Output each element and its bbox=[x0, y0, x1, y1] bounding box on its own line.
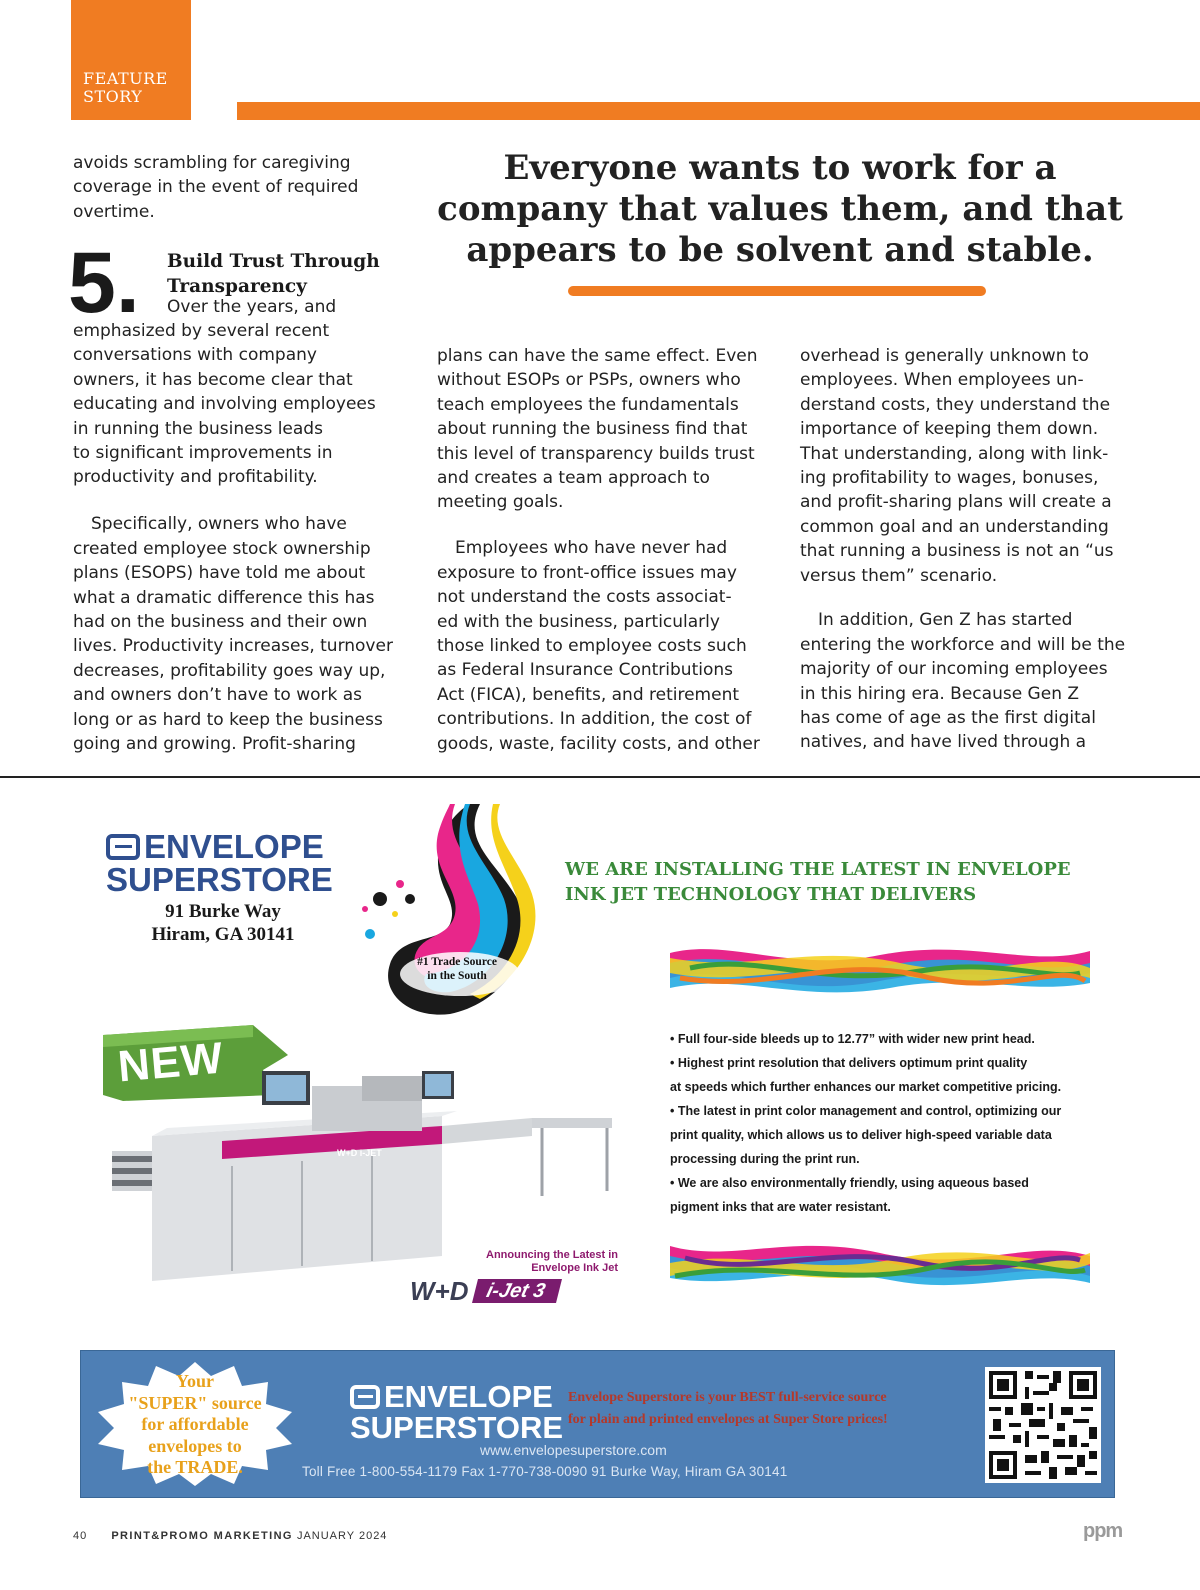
feature-item: • We are also environmentally friendly, using aqueous based pigment inks that are water resistant. bbox=[670, 1176, 1029, 1214]
col2-paragraph-2 bbox=[437, 512, 777, 780]
col1-paragraph-2 bbox=[73, 488, 403, 781]
logo-line-2: SUPERSTORE bbox=[106, 861, 333, 898]
ad-divider bbox=[0, 776, 1200, 778]
feature-item: • Full four-side bleeds up to 12.77” with wider new print head. bbox=[670, 1032, 1035, 1046]
ad-address: 91 Burke Way Hiram, GA 30141 bbox=[151, 901, 295, 945]
page-footer bbox=[73, 1530, 387, 1542]
col2-paragraph-2-text: Employees who have never had exposure to front-office issues may not understand the costs associat- ed with the business, particularly those linked to employee costs such as Federal Insurance Contributions Act (FICA), benefits, and retirement contributions. In addition, the cost of goods, waste, facility costs, and other bbox=[437, 538, 760, 754]
feature-story-tab bbox=[71, 0, 191, 120]
ad-feature-list bbox=[670, 1027, 1100, 1219]
pull-quote-rule bbox=[568, 286, 986, 296]
publication-name: PRINT&PROMO MARKETING bbox=[111, 1530, 293, 1542]
burst-text: Your "SUPER" source for affordable envelopes to the TRADE. bbox=[128, 1371, 262, 1477]
col2-paragraph-1: plans can have the same effect. Even without ESOPs or PSPs, owners who teach employees the fundamentals about running the business find that this level of transparency builds trust and creates a team approach to meeting goals. bbox=[437, 346, 758, 513]
section-tag: FEATURE STORY bbox=[83, 69, 168, 106]
ppm-logo: ppm bbox=[1083, 1520, 1123, 1542]
color-stripe-bottom bbox=[670, 1228, 1090, 1300]
qr-code bbox=[985, 1367, 1101, 1483]
issue-date: JANUARY 2024 bbox=[296, 1530, 388, 1542]
envelope-icon bbox=[106, 834, 140, 860]
ink-splash-graphic bbox=[350, 804, 560, 1034]
banner-logo bbox=[350, 1381, 563, 1443]
pull-quote: Everyone wants to work for a company that values them, and that appears to be solvent and stable. bbox=[437, 148, 1123, 270]
section-heading: Build Trust Through Transparency bbox=[167, 251, 380, 297]
col3-paragraph-1: overhead is generally unknown to employees. When employees un- derstand costs, they understand the importance of keeping them down. That understanding, along with link- ing profitability to wages, bonuses, and profit-sharing plans will create a common goal and an understanding that running a business is not an “us versus them” scenario. bbox=[800, 346, 1114, 586]
col1-intro: avoids scrambling for caregiving coverage in the event of required overtime. bbox=[73, 153, 359, 222]
banner-logo-line-2: SUPERSTORE bbox=[350, 1410, 564, 1445]
col1-paragraph-2-text: Specifically, owners who have created employee stock ownership plans (ESOPS) have told me about what a dramatic difference this has had on the business and their own lives. Productivity increases, turnover decreases, profitability goes way up, and owners don’t have to work as long or as hard to keep the business going and growing. Profit-sharing bbox=[73, 514, 393, 755]
machine-label: W+D i-JET bbox=[337, 1148, 382, 1158]
color-stripe-top bbox=[670, 933, 1090, 1005]
feature-item: • Highest print resolution that delivers optimum print quality at speeds which further enhances our market competitive pricing. bbox=[670, 1056, 1062, 1094]
new-label: NEW bbox=[116, 1033, 226, 1092]
col3-paragraph-2 bbox=[800, 584, 1140, 779]
announce-text: Announcing the Latest in Envelope Ink Jet bbox=[486, 1249, 618, 1274]
col1-first-line: Over the years, and bbox=[167, 297, 337, 317]
envelope-superstore-logo bbox=[106, 830, 333, 896]
ijet-logo bbox=[410, 1276, 558, 1306]
logo-line-1: ENVELOPE bbox=[144, 828, 324, 865]
banner-contact: Toll Free 1-800-554-1179 Fax 1-770-738-0090 91 Burke Way, Hiram GA 30141 bbox=[302, 1464, 788, 1479]
header-accent-bar bbox=[237, 102, 1200, 120]
ad-headline: WE ARE INSTALLING THE LATEST IN ENVELOPE INK JET TECHNOLOGY THAT DELIVERS bbox=[565, 859, 1071, 905]
wd-logo: W+D bbox=[410, 1276, 469, 1306]
banner-url: www.envelopesuperstore.com bbox=[480, 1442, 667, 1458]
col3-paragraph-2-text: In addition, Gen Z has started entering the workforce and will be the majority of our incoming employees in this hiring era. Because Gen Z has come of age as the first digital natives, and have lived through a bbox=[800, 610, 1126, 753]
col1-paragraph-1: emphasized by several recent conversations with company owners, it has become clear that educating and involving employees in running the business leads to significant improvements in productivity and profitability. bbox=[73, 321, 376, 488]
page-number: 40 bbox=[73, 1530, 88, 1542]
banner-logo-line-1: ENVELOPE bbox=[384, 1379, 553, 1414]
ijet-label: i-Jet 3 bbox=[472, 1279, 562, 1303]
trade-source-label: #1 Trade Source in the South bbox=[417, 956, 497, 982]
envelope-icon bbox=[350, 1385, 380, 1409]
feature-item: • The latest in print color management and control, optimizing our print quality, which allows us to deliver high-speed variable data processing during the print run. bbox=[670, 1104, 1062, 1166]
banner-tagline: Envelope Superstore is your BEST full-service source for plain and printed envelopes at Super Store prices! bbox=[568, 1390, 888, 1427]
section-number: 5. bbox=[68, 235, 140, 331]
